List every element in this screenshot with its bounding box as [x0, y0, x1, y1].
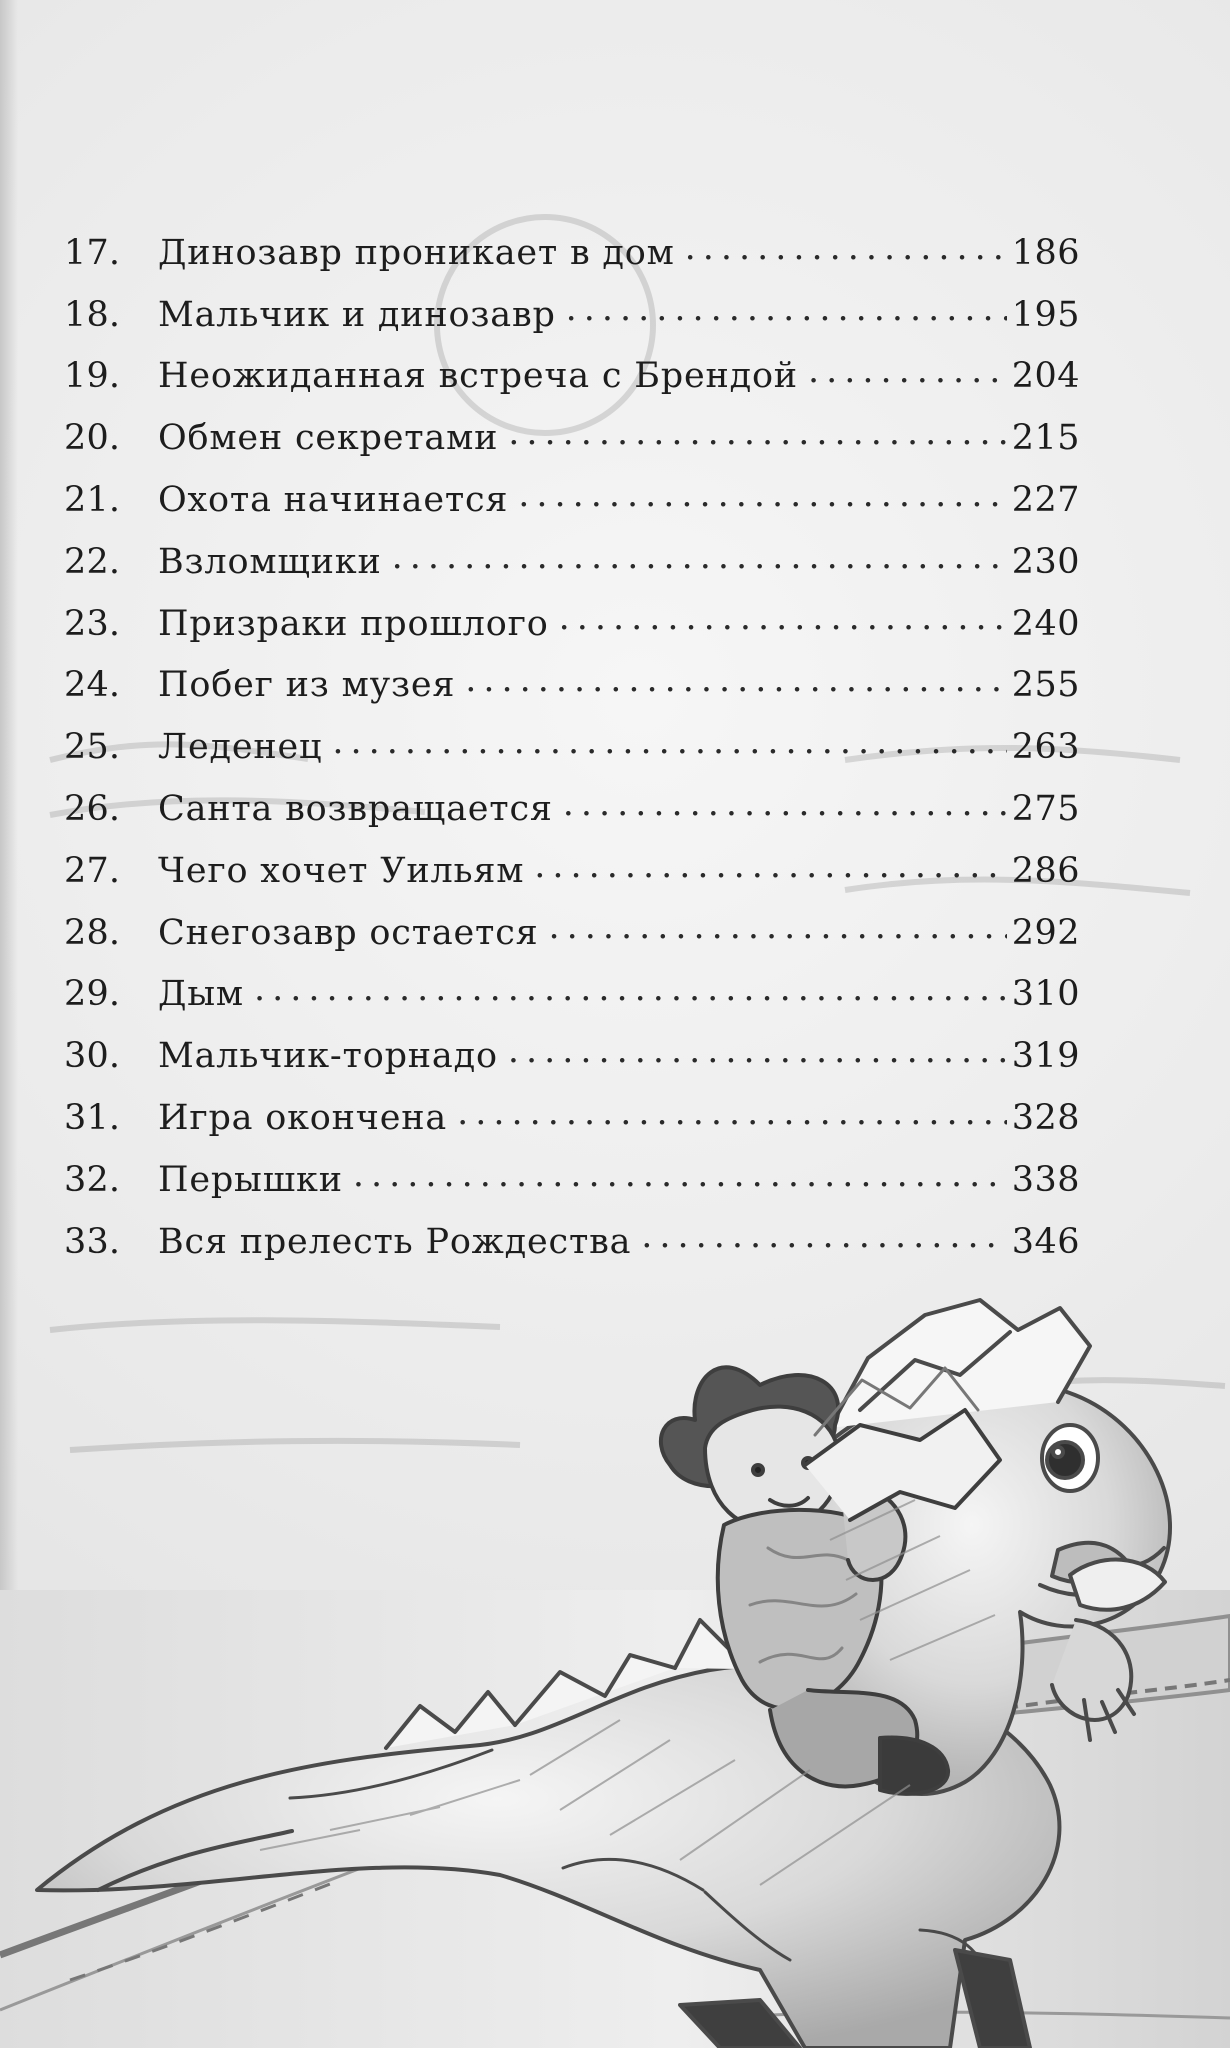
toc-entry	[64, 580, 1080, 642]
page-number: 230	[1011, 541, 1080, 582]
page-number: 338	[1011, 1159, 1080, 1200]
page-number: 227	[1011, 479, 1080, 520]
dot-leader	[559, 601, 1007, 641]
page-number: 275	[1011, 788, 1080, 829]
page-number: 310	[1011, 974, 1080, 1015]
page-number: 328	[1011, 1097, 1080, 1138]
dot-leader	[508, 416, 1006, 456]
toc-entry	[64, 1198, 1080, 1260]
dot-leader	[457, 1096, 1007, 1136]
page-number: 319	[1011, 1036, 1080, 1077]
dot-leader	[465, 663, 1006, 703]
chapter-number: 18.	[64, 294, 121, 335]
dot-leader	[508, 1034, 1007, 1074]
chapter-title: Побег из музея	[158, 665, 456, 706]
chapter-number: 32.	[64, 1159, 121, 1200]
page-number: 204	[1011, 356, 1080, 397]
chapter-title: Снегозавр остается	[158, 912, 539, 953]
page-number: 263	[1011, 727, 1080, 768]
toc-entry	[64, 209, 1080, 271]
chapter-number: 29.	[64, 974, 121, 1015]
toc-entry	[64, 642, 1080, 704]
page-number: 186	[1011, 232, 1080, 273]
page-number: 215	[1011, 418, 1080, 459]
chapter-number: 33.	[64, 1221, 121, 1262]
page-number: 255	[1011, 665, 1080, 706]
chapter-number: 17.	[64, 232, 121, 273]
chapter-number: 23.	[64, 603, 121, 644]
chapter-number: 21.	[64, 479, 121, 520]
chapter-title: Вся прелесть Рождества	[158, 1221, 632, 1262]
chapter-title: Санта возвращается	[158, 788, 553, 829]
dot-leader	[534, 849, 1006, 889]
toc-entry	[64, 827, 1080, 889]
chapter-title: Обмен секретами	[158, 418, 499, 459]
toc-entry	[64, 456, 1080, 518]
chapter-number: 20.	[64, 418, 121, 459]
chapter-title: Игра окончена	[158, 1097, 448, 1138]
chapter-number: 22.	[64, 541, 121, 582]
chapter-number: 24.	[64, 665, 121, 706]
chapter-number: 25.	[64, 727, 121, 768]
dot-leader	[392, 540, 1007, 580]
toc-entry	[64, 1074, 1080, 1136]
chapter-title: Мальчик-торнадо	[158, 1036, 498, 1077]
table-of-contents	[64, 209, 1080, 1260]
page-number: 240	[1011, 603, 1080, 644]
toc-entry	[64, 703, 1080, 768]
dot-leader	[641, 1219, 1006, 1259]
page-number: 195	[1011, 294, 1080, 335]
dot-leader	[332, 725, 1006, 765]
chapter-title: Чего хочет Уильям	[158, 850, 525, 891]
toc-entry	[64, 271, 1080, 333]
toc-entry	[64, 765, 1080, 827]
toc-entry	[64, 518, 1080, 580]
toc-entry	[64, 333, 1080, 395]
chapter-title: Дым	[158, 974, 244, 1015]
chapter-number: 26.	[64, 788, 121, 829]
page-number: 286	[1011, 850, 1080, 891]
dot-leader	[548, 910, 1006, 950]
dot-leader	[685, 231, 1007, 271]
page-number: 292	[1011, 912, 1080, 953]
dot-leader	[563, 787, 1007, 827]
chapter-title: Динозавр проникает в дом	[158, 232, 675, 273]
dot-leader	[254, 972, 1007, 1012]
chapter-number: 19.	[64, 356, 121, 397]
toc-entry	[64, 889, 1080, 951]
toc-entry	[64, 1012, 1080, 1077]
chapter-number: 28.	[64, 912, 121, 953]
chapter-number: 31.	[64, 1097, 121, 1138]
chapter-title: Неожиданная встреча с Брендой	[158, 356, 798, 397]
chapter-title: Охота начинается	[158, 479, 509, 520]
dot-leader	[518, 478, 1006, 518]
chapter-title: Взломщики	[158, 541, 382, 582]
chapter-number: 30.	[64, 1036, 121, 1077]
toc-entry	[64, 1136, 1080, 1198]
chapter-title: Призраки прошлого	[158, 603, 549, 644]
page-number: 346	[1011, 1221, 1080, 1262]
chapter-title: Леденец	[158, 727, 323, 768]
chapter-number: 27.	[64, 850, 121, 891]
dot-leader	[353, 1158, 1007, 1198]
toc-entry	[64, 394, 1080, 459]
dot-leader	[808, 354, 1007, 394]
dot-leader	[566, 292, 1007, 332]
toc-entry	[64, 951, 1080, 1013]
chapter-title: Перышки	[158, 1159, 343, 1200]
chapter-title: Мальчик и динозавр	[158, 294, 556, 335]
